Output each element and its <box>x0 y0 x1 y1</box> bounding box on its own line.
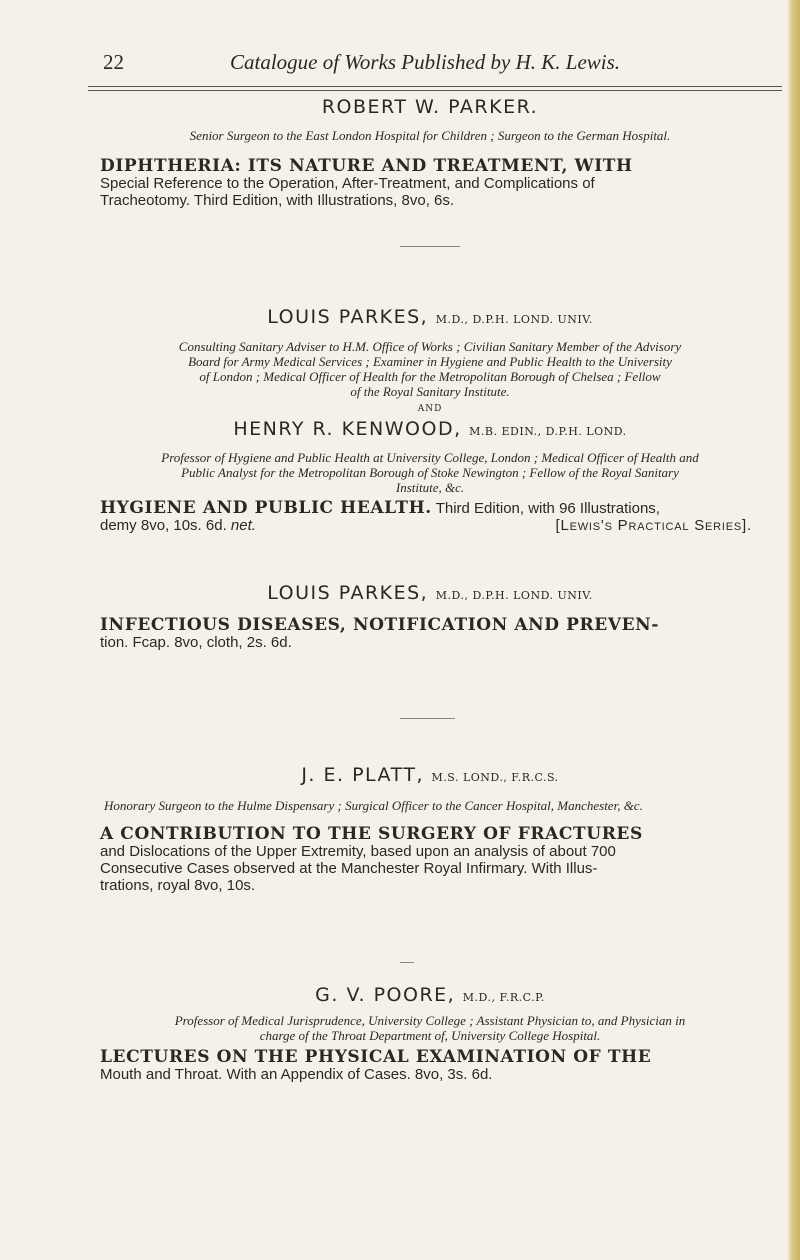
author-name-text: LOUIS PARKES, <box>267 306 429 328</box>
author-name-text: LOUIS PARKES, <box>267 582 429 604</box>
coauthor-name-text: HENRY R. KENWOOD, <box>233 418 462 440</box>
book-detail-line: trations, royal 8vo, 10s. <box>100 877 256 894</box>
book-entry <box>100 826 782 894</box>
header-rule-top <box>88 86 782 87</box>
book-title: A CONTRIBUTION TO THE SURGERY OF FRACTURES <box>100 824 643 844</box>
author-degrees: M.S. LOND., F.R.C.S. <box>431 771 559 784</box>
author-description: Senior Surgeon to the East London Hospital for Children ; Surgeon to the German Hospital. <box>189 128 671 143</box>
author-description <box>80 1013 780 1043</box>
net-label: net. <box>230 517 256 534</box>
description-line: Professor of Hygiene and Public Health at University College, London ; Medical Officer of Health and <box>161 450 699 465</box>
book-detail-line: Tracheotomy. Third Edition, with Illustrations, 8vo, 6s. <box>100 192 455 209</box>
book-entry <box>100 617 782 651</box>
entry-separator <box>400 246 460 247</box>
author-name <box>80 96 780 118</box>
book-title: HYGIENE AND PUBLIC HEALTH. <box>100 498 432 518</box>
description-line: of London ; Medical Officer of Health for the Metropolitan Borough of Chelsea ; Fellow <box>199 369 661 384</box>
coauthor-description <box>80 450 780 495</box>
author-name-text: J. E. PLATT, <box>301 764 424 786</box>
running-head <box>0 44 780 84</box>
author-description <box>80 339 780 399</box>
author-degrees: M.D., D.P.H. LOND. UNIV. <box>435 313 593 326</box>
coauthor-degrees: M.B. EDIN., D.P.H. LOND. <box>469 425 627 438</box>
author-name <box>80 306 780 328</box>
author-name <box>80 984 780 1006</box>
description-line: Institute, &c. <box>395 480 465 495</box>
page-number: 22 <box>103 50 124 74</box>
author-name-text: G. V. POORE, <box>315 984 456 1006</box>
book-title: DIPHTHERIA: ITS NATURE AND TREATMENT, WITH <box>100 156 633 176</box>
description-line: Board for Army Medical Services ; Examiner in Hygiene and Public Health to the University <box>188 354 672 369</box>
book-series: [Lewis's Practical Series]. <box>555 517 752 534</box>
author-name <box>80 582 780 604</box>
book-detail-line: Special Reference to the Operation, After-Treatment, and Complications of <box>100 175 595 192</box>
coauthor-name <box>80 418 780 440</box>
and-label: AND <box>417 404 443 414</box>
description-line: of the Royal Sanitary Institute. <box>350 384 510 399</box>
entry-separator <box>400 718 455 719</box>
book-format-price: demy 8vo, 10s. 6d. <box>100 517 227 534</box>
description-line: charge of the Throat Department of, University College Hospital. <box>259 1028 601 1043</box>
description-line: Consulting Sanitary Adviser to H.M. Office of Works ; Civilian Sanitary Member of the Advisory <box>178 339 682 354</box>
book-detail-line: Consecutive Cases observed at the Manchester Royal Infirmary. With Illus- <box>100 860 598 877</box>
author-name-text: ROBERT W. PARKER. <box>321 96 539 118</box>
book-title: INFECTIOUS DISEASES, NOTIFICATION AND PREVEN- <box>100 615 659 635</box>
description-line: Public Analyst for the Metropolitan Borough of Stoke Newington ; Fellow of the Royal Sanitary <box>181 465 679 480</box>
book-title: LECTURES ON THE PHYSICAL EXAMINATION OF THE <box>100 1047 652 1067</box>
book-detail-line: Mouth and Throat. With an Appendix of Cases. 8vo, 3s. 6d. <box>100 1066 493 1083</box>
running-head-title: Catalogue of Works Published by H. K. Lewis. <box>230 50 621 74</box>
book-entry <box>100 1049 782 1083</box>
author-description: Honorary Surgeon to the Hulme Dispensary ; Surgical Officer to the Cancer Hospital, Manchester, &c. <box>104 798 643 813</box>
author-degrees: M.D., F.R.C.P. <box>462 991 545 1004</box>
author-name <box>80 764 780 786</box>
author-degrees: M.D., D.P.H. LOND. UNIV. <box>435 589 593 602</box>
book-entry <box>100 500 782 534</box>
entry-separator <box>400 962 414 963</box>
book-detail-line: and Dislocations of the Upper Extremity, based upon an analysis of about 700 <box>100 843 616 860</box>
book-detail-line: tion. Fcap. 8vo, cloth, 2s. 6d. <box>100 634 292 651</box>
page-edge <box>788 0 800 1260</box>
book-edition: Third Edition, with 96 Illustrations, <box>435 500 660 517</box>
book-entry <box>100 158 782 209</box>
description-line: Professor of Medical Jurisprudence, University College ; Assistant Physician to, and Physician in <box>174 1013 686 1028</box>
header-rule-bottom <box>88 90 782 91</box>
